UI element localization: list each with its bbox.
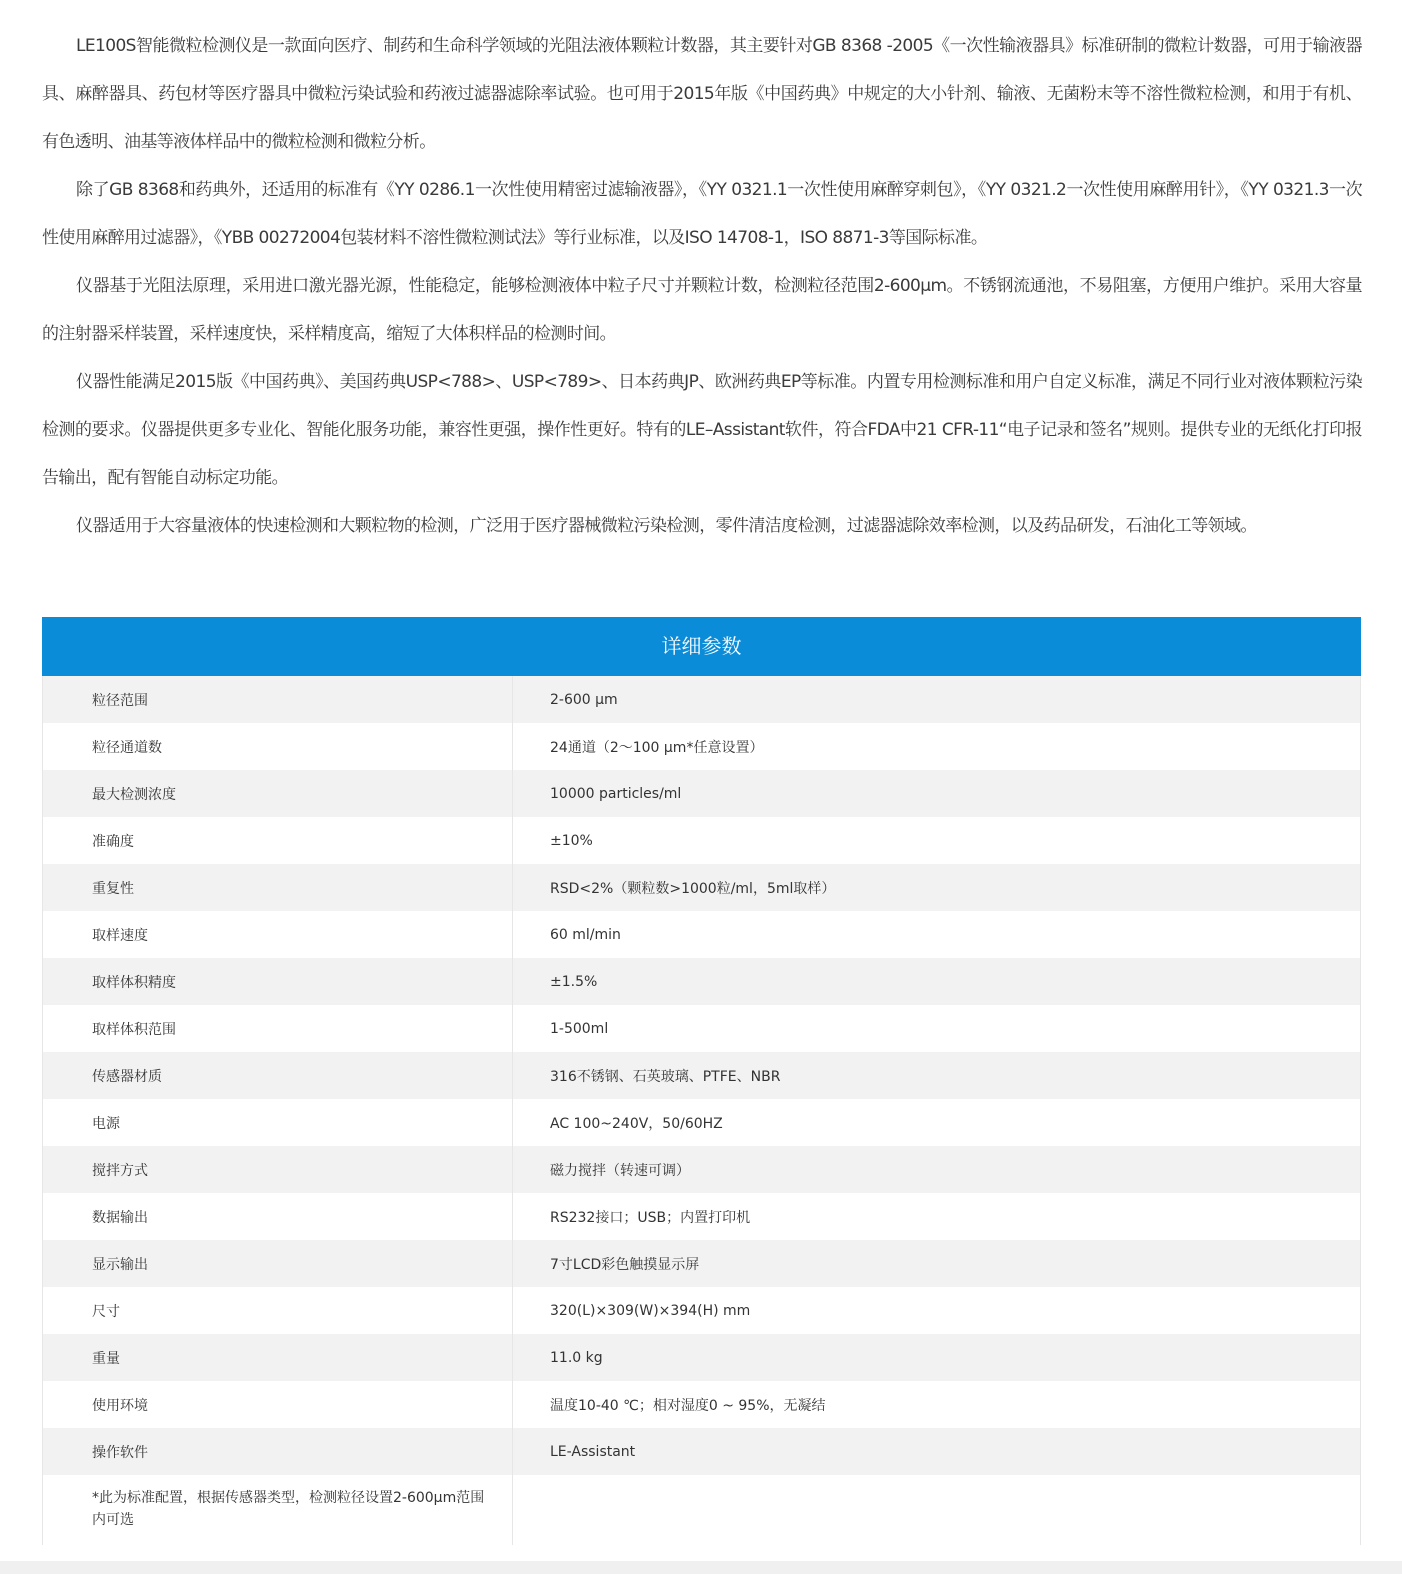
spec-value: 1-500ml: [550, 1020, 609, 1037]
spec-row-weight: [43, 1334, 1360, 1381]
spec-row-stirring: [43, 1146, 1360, 1193]
spec-row-particle-size-range: [43, 676, 1360, 723]
spec-value: 温度10-40 ℃；相对湿度0 ~ 95%，无凝结: [550, 1397, 826, 1414]
spec-rows: [42, 676, 1361, 1545]
spec-table-title: 详细参数: [42, 617, 1361, 676]
spec-label: 电源: [43, 1099, 513, 1146]
spec-label: 使用环境: [43, 1381, 513, 1428]
spec-value: 316不锈钢、石英玻璃、PTFE、NBR: [550, 1068, 781, 1085]
spec-table: [42, 617, 1361, 1545]
spec-row-dimensions: [43, 1287, 1360, 1334]
spec-label: 取样体积范围: [43, 1005, 513, 1052]
spec-value: RSD<2%（颗粒数>1000粒/ml，5ml取样）: [550, 880, 836, 897]
spec-value: 11.0 kg: [550, 1349, 603, 1366]
spec-row-max-concentration: [43, 770, 1360, 817]
intro-paragraph-5: 仪器适用于大容量液体的快速检测和大颗粒物的检测，广泛用于医疗器械微粒污染检测，零件清洁度检测，过滤器滤除效率检测，以及药品研发，石油化工等领域。: [76, 516, 1257, 536]
spec-value: RS232接口；USB；内置打印机: [550, 1209, 751, 1226]
spec-note-empty-cell: [513, 1475, 1360, 1545]
spec-label: 搅拌方式: [43, 1146, 513, 1193]
product-description: [42, 22, 1362, 550]
spec-label: 重量: [43, 1334, 513, 1381]
spec-row-environment: [43, 1381, 1360, 1428]
spec-row-power: [43, 1099, 1360, 1146]
spec-value: 24通道（2～100 μm*任意设置）: [550, 739, 764, 756]
spec-label: 准确度: [43, 817, 513, 864]
spec-label: 数据输出: [43, 1193, 513, 1240]
spec-row-software: [43, 1428, 1360, 1475]
page-bottom-divider: [0, 1561, 1402, 1574]
spec-note: *此为标准配置，根据传感器类型，检测粒径设置2-600μm范围内可选: [43, 1475, 513, 1545]
spec-label: 重复性: [43, 864, 513, 911]
spec-label: 操作软件: [43, 1428, 513, 1475]
spec-value: ±10%: [550, 832, 593, 849]
spec-row-data-output: [43, 1193, 1360, 1240]
spec-label: 粒径通道数: [43, 723, 513, 770]
spec-row-display: [43, 1240, 1360, 1287]
spec-value: ±1.5%: [550, 973, 598, 990]
spec-row-sampling-volume-range: [43, 1005, 1360, 1052]
spec-value: 10000 particles/ml: [550, 785, 682, 802]
spec-row-sampling-speed: [43, 911, 1360, 958]
spec-value: AC 100~240V，50/60HZ: [550, 1115, 723, 1132]
intro-paragraph-2: 除了GB 8368和药典外，还适用的标准有《YY 0286.1一次性使用精密过滤输液器》，《YY 0321.1一次性使用麻醉穿刺包》，《YY 0321.2一次性使用麻醉用针》，《YY 0321.3一次性使用麻醉用过滤器》，《YBB 00272004包装材料不溶性微粒测试法》等行业标准，以及ISO 14708-1，ISO 8871-3等国际标准。: [42, 180, 1362, 248]
spec-label: 尺寸: [43, 1287, 513, 1334]
intro-paragraph-1: LE100S智能微粒检测仪是一款面向医疗、制药和生命科学领域的光阻法液体颗粒计数器，其主要针对GB 8368 -2005《一次性输液器具》标准研制的微粒计数器，可用于输液器具、麻醉器具、药包材等医疗器具中微粒污染试验和药液过滤器滤除率试验。也可用于2015年版《中国药典》中规定的大小针剂、输液、无菌粉末等不溶性微粒检测，和用于有机、有色透明、油基等液体样品中的微粒检测和微粒分析。: [42, 36, 1362, 152]
spec-value: 磁力搅拌（转速可调）: [550, 1162, 690, 1179]
spec-value: LE-Assistant: [550, 1443, 636, 1460]
spec-label: 取样体积精度: [43, 958, 513, 1005]
spec-label: 最大检测浓度: [43, 770, 513, 817]
spec-value: 60 ml/min: [550, 926, 621, 943]
spec-row-repeatability: [43, 864, 1360, 911]
intro-paragraph-3: 仪器基于光阻法原理，采用进口激光器光源，性能稳定，能够检测液体中粒子尺寸并颗粒计数，检测粒径范围2-600μm。不锈钢流通池，不易阻塞，方便用户维护。采用大容量的注射器采样装置，采样速度快，采样精度高，缩短了大体积样品的检测时间。: [42, 276, 1362, 344]
spec-label: 粒径范围: [43, 676, 513, 723]
spec-row-channels: [43, 723, 1360, 770]
spec-label: 显示输出: [43, 1240, 513, 1287]
intro-paragraph-4: 仪器性能满足2015版《中国药典》、美国药典USP<788>、USP<789>、日本药典JP、欧洲药典EP等标准。内置专用检测标准和用户自定义标准，满足不同行业对液体颗粒污染检测的要求。仪器提供更多专业化、智能化服务功能，兼容性更强，操作性更好。特有的LE–Assistant软件，符合FDA中21 CFR-11“电子记录和签名”规则。提供专业的无纸化打印报告输出，配有智能自动标定功能。: [42, 372, 1362, 488]
spec-value: 320(L)×309(W)×394(H) mm: [550, 1302, 751, 1319]
spec-value: 2-600 μm: [550, 691, 618, 708]
spec-value: 7寸LCD彩色触摸显示屏: [550, 1256, 700, 1273]
spec-note-row: [43, 1475, 1360, 1545]
spec-row-sampling-volume-precision: [43, 958, 1360, 1005]
spec-row-sensor-material: [43, 1052, 1360, 1099]
spec-label: 取样速度: [43, 911, 513, 958]
spec-row-accuracy: [43, 817, 1360, 864]
spec-label: 传感器材质: [43, 1052, 513, 1099]
